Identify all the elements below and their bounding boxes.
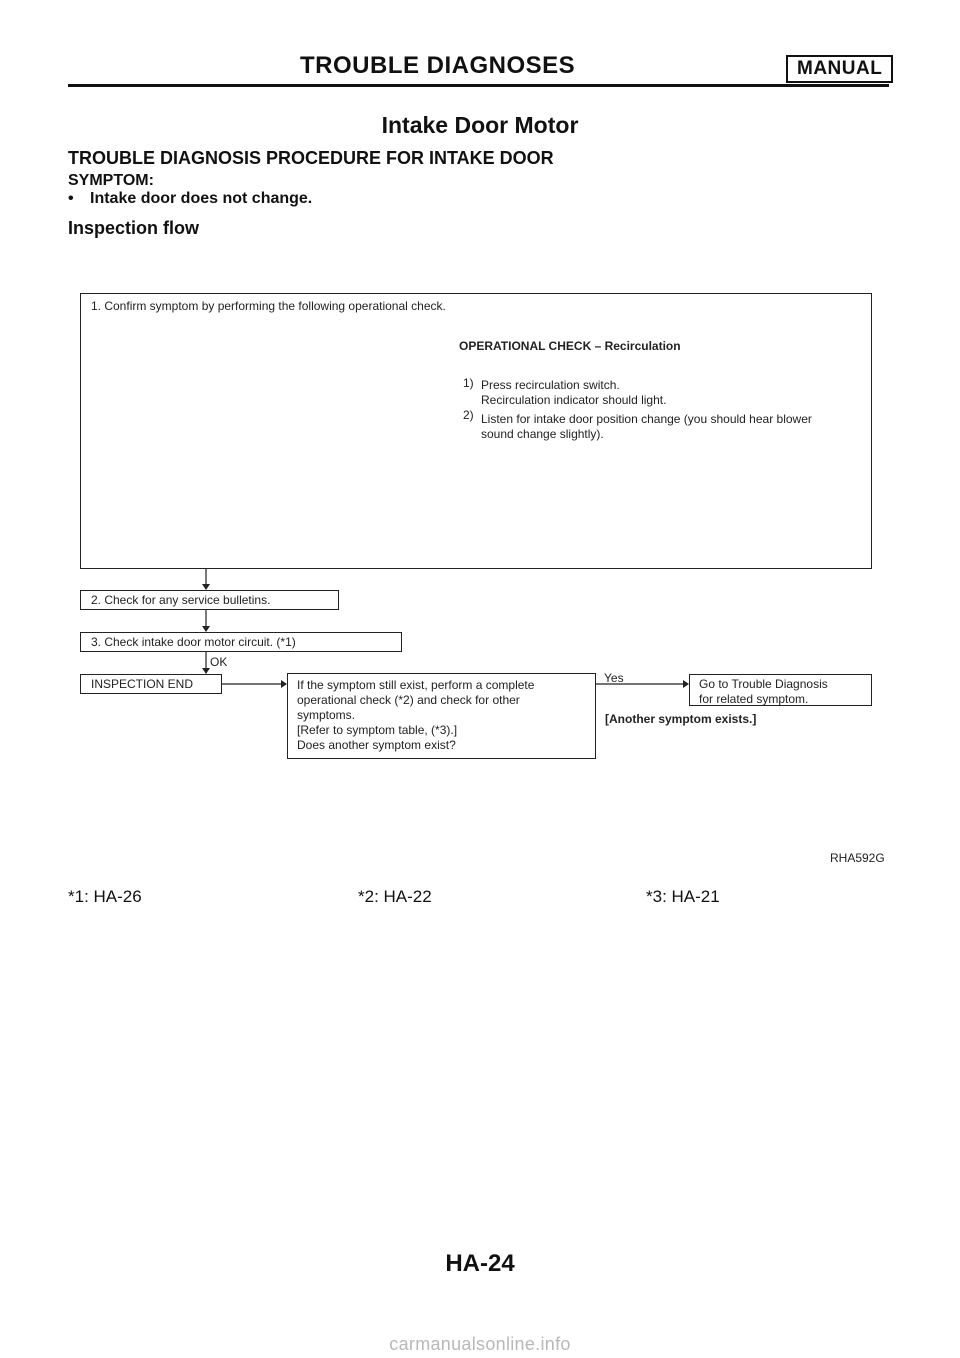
symptom-text: Intake door does not change. [90, 190, 313, 207]
inspection-end-box [80, 674, 222, 694]
step3-box [80, 632, 402, 652]
symptom-label: SYMPTOM: [68, 172, 154, 189]
footnote-1: *1: HA-26 [68, 887, 142, 906]
op-step1-line2: Recirculation indicator should light. [481, 393, 667, 407]
bullet: • [68, 190, 74, 207]
section-heading: TROUBLE DIAGNOSIS PROCEDURE FOR INTAKE DOOR [68, 148, 554, 168]
manual-badge: MANUAL [786, 55, 893, 83]
another-symptom-label: [Another symptom exists.] [605, 712, 757, 726]
step1-box [80, 293, 872, 569]
op-check-title: OPERATIONAL CHECK – Recirculation [459, 339, 681, 353]
figure-id: RHA592G [830, 851, 885, 865]
op-step1-num: 1) [463, 376, 474, 390]
op-step2-num: 2) [463, 408, 474, 422]
complete-check-line4: [Refer to symptom table, (*3).] [297, 723, 458, 737]
complete-check-line1: If the symptom still exist, perform a complete [297, 678, 535, 692]
op-step1-line1: Press recirculation switch. [481, 378, 620, 392]
op-step2-line1: Listen for intake door position change (you should hear blower [481, 412, 812, 426]
page-title: Intake Door Motor [381, 112, 579, 138]
step3-text: 3. Check intake door motor circuit. (*1) [91, 635, 296, 649]
inspection-end-text: INSPECTION END [91, 677, 194, 691]
complete-check-box [287, 673, 596, 759]
watermark-link[interactable]: carmanualsonline.info [389, 1334, 571, 1354]
goto-line1: Go to Trouble Diagnosis [699, 677, 828, 691]
header-title: TROUBLE DIAGNOSES [300, 52, 576, 79]
footnote-3: *3: HA-21 [646, 887, 720, 906]
yes-label: Yes [604, 671, 624, 685]
page-number: HA-24 [445, 1250, 515, 1277]
ok-label: OK [210, 655, 228, 669]
op-step2-line2: sound change slightly). [481, 427, 604, 441]
step2-box [80, 590, 339, 610]
step1-text: 1. Confirm symptom by performing the following operational check. [91, 299, 446, 313]
footnote-2: *2: HA-22 [358, 887, 432, 906]
complete-check-line2: operational check (*2) and check for other [297, 693, 520, 707]
inspection-heading: Inspection flow [68, 218, 200, 238]
goto-line2: for related symptom. [699, 692, 809, 706]
complete-check-line3: symptoms. [297, 708, 356, 722]
step2-text: 2. Check for any service bulletins. [91, 593, 271, 607]
goto-box [689, 674, 872, 706]
complete-check-line5: Does another symptom exist? [297, 738, 456, 752]
